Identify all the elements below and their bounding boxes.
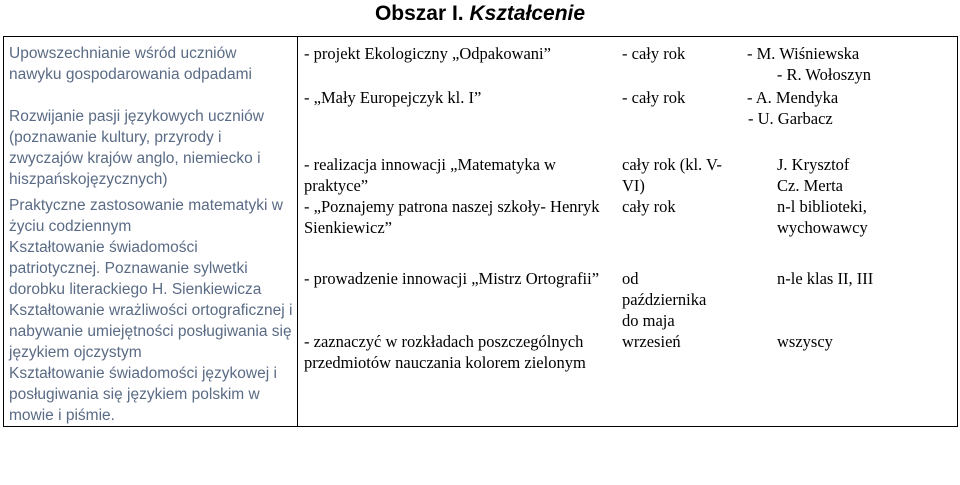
page-title xyxy=(0,2,960,26)
table-row xyxy=(4,37,958,427)
time-item: od października do maja xyxy=(622,269,707,330)
who-item: - A. Mendyka xyxy=(747,88,839,107)
goal-text: Kształtowanie świadomości językowej i posługiwania się językiem polskim w mowie i piśmie. xyxy=(9,365,277,424)
who-item: wszyscy xyxy=(777,332,833,351)
goals-cell xyxy=(4,37,298,427)
task-item: - „Mały Europejczyk kl. I” xyxy=(304,88,482,107)
title-prefix: Obszar I. xyxy=(374,2,464,25)
who-item: - R. Wołoszyn xyxy=(776,65,871,84)
task-item: - realizacja innowacji „Matematyka w praktyce” xyxy=(304,155,556,195)
time-item: wrzesień xyxy=(622,332,681,351)
time-item: cały rok xyxy=(622,197,676,216)
who-item: n-le klas II, III xyxy=(777,269,874,288)
who-item: n-l biblioteki, wychowawcy xyxy=(777,197,868,237)
goal-text: Upowszechnianie wśród uczniów nawyku gospodarowania odpadami xyxy=(9,45,252,83)
who-item: - M. Wiśniewska xyxy=(747,44,860,63)
task-item: - „Poznajemy patrona naszej szkoły- Henryk Sienkiewicz” xyxy=(304,197,600,237)
goal-text: Rozwijanie pasji językowych uczniów (poznawanie kultury, przyrody i zwyczajów krajów anglo, niemiecko i hiszpańskojęzycznych) xyxy=(9,108,264,188)
goal-text: Kształtowanie wrażliwości ortograficznej i nabywanie umiejętności posługiwania się językiem ojczystym xyxy=(9,302,293,361)
plan-table xyxy=(3,36,958,427)
tasks-inner-table xyxy=(298,37,957,373)
who-item: J. Krysztof Cz. Merta xyxy=(777,155,850,195)
tasks-cell xyxy=(298,37,958,427)
time-item: - cały rok xyxy=(622,44,686,63)
task-item: - prowadzenie innowacji „Mistrz Ortografii” xyxy=(304,269,600,288)
task-item xyxy=(298,64,616,85)
goal-text: Praktyczne zastosowanie matematyki w życiu codziennym xyxy=(9,197,283,235)
time-item xyxy=(616,108,741,154)
time-item: - cały rok xyxy=(622,88,686,107)
time-item: cały rok (kl. V-VI) xyxy=(622,155,722,195)
task-item: - zaznaczyć w rozkładach poszczególnych przedmiotów nauczania kolorem zielonym xyxy=(304,332,586,372)
title-emphasis: Kształcenie xyxy=(469,2,586,25)
task-item: - projekt Ekologiczny „Odpakowani” xyxy=(304,44,551,63)
task-item xyxy=(298,108,616,154)
who-item: - U. Garbacz xyxy=(748,109,833,128)
goal-text: Kształtowanie świadomości patriotycznej. Poznawanie sylwetki dorobku literackiego H. Sienkiewicza xyxy=(9,239,262,298)
time-item xyxy=(616,64,741,85)
